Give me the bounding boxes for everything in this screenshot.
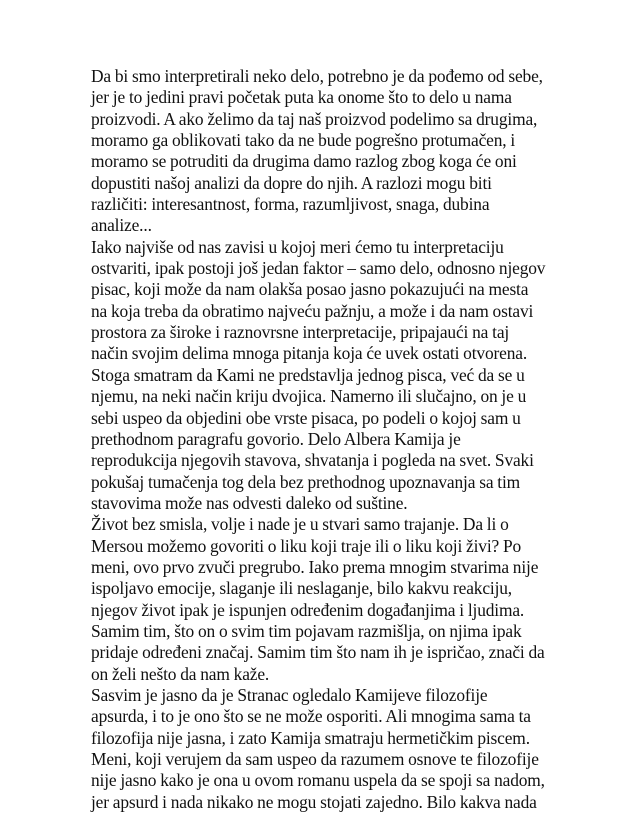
text-line: njemu, na neki način kriju dvojica. Namerno ili slučajno, on je u [91,386,527,407]
text-line: jer apsurd i nada nikako ne mogu stojati zajedno. Bilo kakva nada [91,791,537,812]
text-line: ispoljavo emocije, slaganje ili neslaganje, bilo kakvu reakciju, [91,578,513,599]
text-line: Mersou možemo govoriti o liku koji traje ili o liku koji živi? Po [91,535,522,556]
text-line: dopustiti našoj analizi da dopre do njih. A razlozi mogu biti [91,172,492,193]
text-line: Iako najviše od nas zavisi u kojoj meri ćemo tu interpretaciju [91,236,504,257]
text-line: pisac, koji može da nam olakša posao jasno pokazujući na mesta [91,279,529,300]
text-line: stavovima može nas odvesti daleko od suštine. [91,492,408,513]
text-line: prostora za široke i raznovrsne interpretacije, pripajaući na taj [91,322,510,343]
text-line: ostvariti, ipak postoji još jedan faktor – samo delo, odnosno njegov [91,258,546,279]
text-line: on želi nešto da nam kaže. [91,663,270,684]
text-line: moramo se potruditi da drugima damo razlog zbog koga će oni [91,151,517,172]
document-body [91,66,561,813]
text-line: njegov život ipak je ispunjen određenim događanjima i ljudima. [91,599,525,620]
text-line: Samim tim, što on o svim tim pojavam razmišlja, on njima ipak [91,620,522,641]
text-line: pokušaj tumačenja tog dela bez prethodnog upoznavanja sa tim [91,471,521,492]
text-line: filozofija nije jasna, i zato Kamija smatraju hermetičkim piscem. [91,727,530,748]
text-line: jer je to jedini pravi početak puta ka onome što to delo u nama [91,87,512,108]
text-line: sebi uspeo da objedini obe vrste pisaca, po podeli o kojoj sam u [91,407,521,428]
text-line: različiti: interesantnost, forma, razumljivost, snaga, dubina [91,194,490,215]
text-line: proizvodi. A ako želimo da taj naš proizvod podelimo sa drugima, [91,108,538,129]
text-line: Stoga smatram da Kami ne predstavlja jednog pisca, već da se u [91,364,525,385]
text-line: analize... [91,215,152,236]
text-line: način svojim delima mnoga pitanja koja će uvek ostati otvorena. [91,343,528,364]
text-line: prethodnom paragrafu govorio. Delo Albera Kamija je [91,428,461,449]
text-line: Meni, koji verujem da sam uspeo da razumem osnove te filozofije [91,749,539,769]
text-line: Da bi smo interpretirali neko delo, potrebno je da pođemo od sebe, [91,66,543,86]
text-line: meni, ovo prvo zvuči pregrubo. Iako prema mnogim stvarima nije [91,556,539,577]
text-line: Život bez smisla, volje i nade je u stvari samo trajanje. Da li o [91,514,509,535]
text-line: apsurda, i to je ono što se ne može osporiti. Ali mnogima sama ta [91,706,531,727]
text-line: nije jasno kako je ona u ovom romanu uspela da se spoji sa nadom, [91,770,545,791]
text-line: reprodukcija njegovih stavova, shvatanja i pogleda na svet. Svaki [91,450,534,471]
text-line: pridaje određeni značaj. Samim tim što nam ih je ispričao, znači da [91,642,545,663]
text-line: Sasvim je jasno da je Stranac ogledalo Kamijeve filozofije [91,684,488,705]
text-line: na koja treba da obratimo najveću pažnju, a može i da nam ostavi [91,300,534,321]
text-line: moramo ga oblikovati tako da ne bude pogrešno protumačen, i [91,130,516,151]
